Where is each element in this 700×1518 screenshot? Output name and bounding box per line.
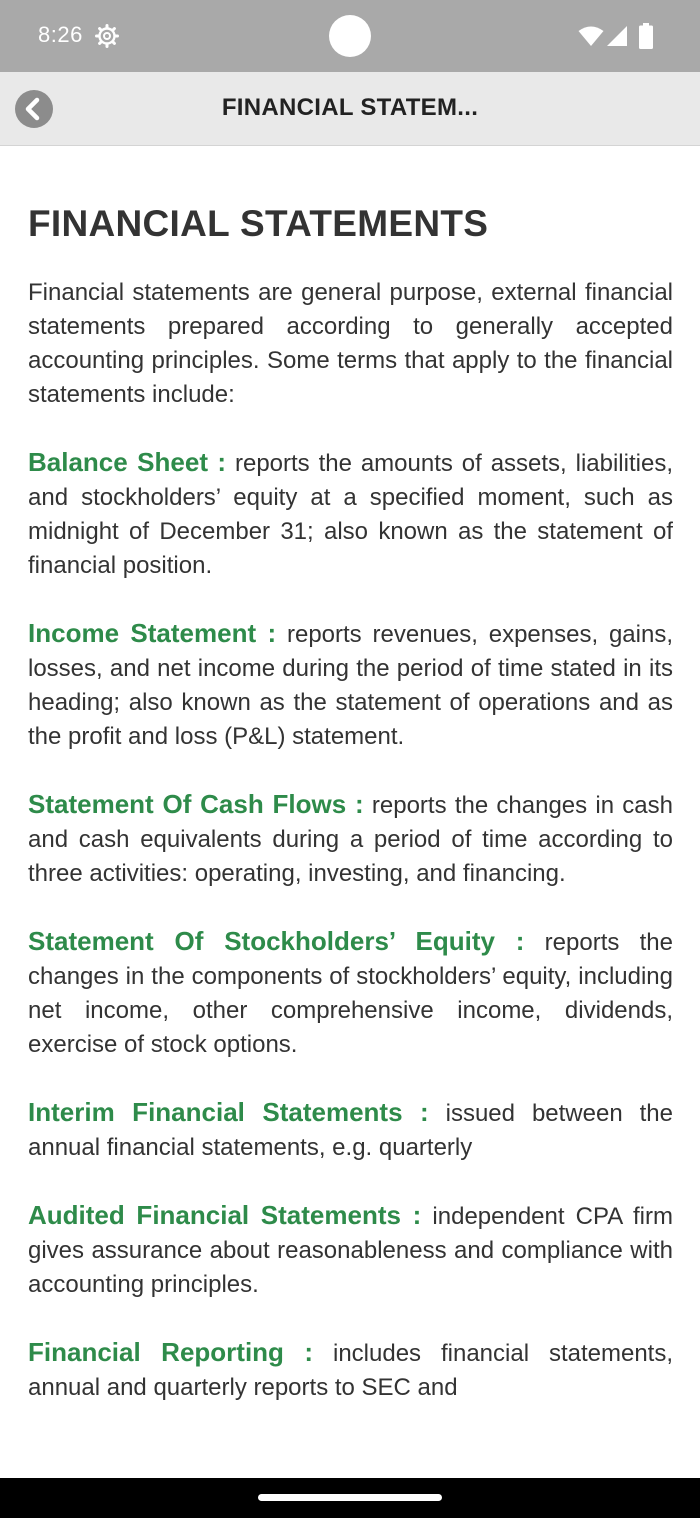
status-bar [0,0,700,72]
term-item [28,1335,673,1405]
term-name: Statement Of Cash Flows : [28,789,364,819]
terms-list [28,445,673,1405]
article-content[interactable] [28,146,673,1478]
term-description: reports revenues, expenses, gains, losses, and net income during the period of time stated in its heading; also known as the statement of operations and as the profit and loss (P&L) statement. [28,621,673,750]
term-item [28,924,673,1062]
signal-icon [606,25,628,47]
back-button[interactable] [15,90,53,128]
page-title-bar: FINANCIAL STATEM... [221,94,479,121]
term-name: Balance Sheet : [28,447,227,477]
home-handle[interactable] [258,1494,442,1501]
app-bar [0,72,700,146]
term-name: Financial Reporting : [28,1337,314,1367]
article-heading: FINANCIAL STATEMENTS [28,203,489,244]
term-description: independent CPA firm gives assurance about reasonableness and compliance with accounting principles. [28,1203,673,1298]
navigation-bar [0,1478,700,1518]
status-time: 8:26 [38,22,83,47]
term-name: Income Statement : [28,618,277,648]
intro-paragraph: Financial statements are general purpose, external financial statements prepared according to generally accepted accounting principles. Some terms that apply to the financial statements include: [28,279,673,408]
term-item [28,787,673,891]
term-item [28,445,673,583]
battery-icon [639,23,653,49]
term-item [28,1198,673,1302]
wifi-icon [578,25,604,47]
term-description: reports the changes in the components of stockholders’ equity, including net income, other comprehensive income, dividends, exercise of stock options. [28,929,673,1058]
term-description: includes financial statements, annual and quarterly reports to SEC and [28,1340,673,1401]
gear-icon [95,24,119,48]
term-item [28,1095,673,1165]
chevron-left-icon [15,90,53,128]
term-description: reports the changes in cash and cash equivalents during a period of time according to three activities: operating, investing, and financing. [28,792,673,887]
camera-cutout [329,15,371,57]
term-description: reports the amounts of assets, liabilities, and stockholders’ equity at a specified moment, such as midnight of December 31; also known as the statement of financial position. [28,450,673,579]
term-item [28,616,673,754]
term-name: Interim Financial Statements : [28,1097,429,1127]
term-name: Audited Financial Statements : [28,1200,422,1230]
term-description: issued between the annual financial statements, e.g. quarterly [28,1100,673,1161]
term-name: Statement Of Stockholders’ Equity : [28,926,525,956]
